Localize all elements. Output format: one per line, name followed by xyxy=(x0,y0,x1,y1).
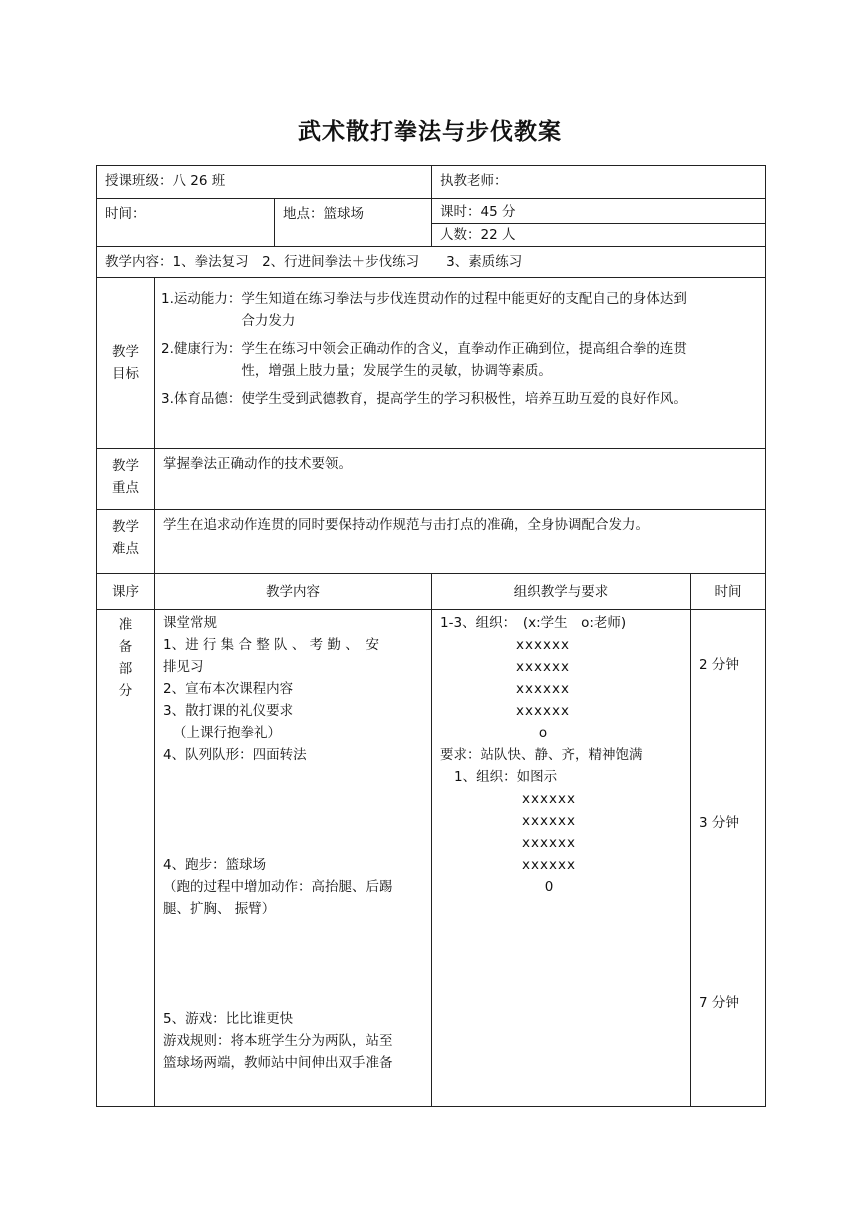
header-time: 时间 xyxy=(691,574,766,610)
difficulty-label: 教学 难点 xyxy=(97,510,155,574)
section-org: 1-3、组织： (x:学生 o:老师) xxxxxx xxxxxx xxxxxx xxxxxx o 要求：站队快、静、齐，精神饱满 1、组织：如图示 xxxxxx xxxxxx xxxxxx xxxxxx 0 xyxy=(432,610,691,1107)
content-cell: 教学内容：1、拳法复习 2、行进间拳法＋步伐练习 3、素质练习 xyxy=(97,247,766,278)
count-cell: 人数：22 人 xyxy=(432,224,766,247)
teacher-cell: 执教老师： xyxy=(432,166,766,199)
goal-item: 1.运动能力： 学生知道在练习拳法与步伐连贯动作的过程中能更好的支配自己的身体达到 合力发力 xyxy=(161,291,687,329)
header-seq: 课序 xyxy=(97,574,155,610)
class-cell: 授课班级：八 26 班 xyxy=(97,166,432,199)
formation-diagram-2: xxxxxx xxxxxx xxxxxx xxxxxx 0 xyxy=(522,791,576,895)
goals-label: 教学 目标 xyxy=(97,278,155,449)
formation-diagram-1: xxxxxx xxxxxx xxxxxx xxxxxx o xyxy=(516,637,570,741)
place-cell: 地点：篮球场 xyxy=(275,199,432,247)
section-label: 准 备 部 分 xyxy=(97,610,155,1107)
section-content: 课堂常规 1、进 行 集 合 整 队 、 考 勤 、 安 排见习 2、宣布本次课程内容 3、散打课的礼仪要求 （上课行抱拳礼） 4、队列队形：四面转法 4、跑步：篮球场 （跑的过程中增加动作：高抬腿、后踢 腿、扩胸、 振臂） 5、游戏：比比谁更快 游戏规则：将本班学生分为两队，站至 篮球场两端，教师站中间伸出双手准备 xyxy=(155,610,432,1107)
section-times: 2 分钟 3 分钟 7 分钟 xyxy=(691,610,766,1107)
time-cell: 时间： xyxy=(97,199,275,247)
duration-cell: 课时：45 分 xyxy=(432,199,766,224)
goals-cell xyxy=(155,278,766,449)
difficulty-text: 学生在追求动作连贯的同时要保持动作规范与击打点的准确，全身协调配合发力。 xyxy=(155,510,766,574)
key-text: 掌握拳法正确动作的技术要领。 xyxy=(155,449,766,510)
header-content: 教学内容 xyxy=(155,574,432,610)
key-label: 教学 重点 xyxy=(97,449,155,510)
lesson-plan-table xyxy=(96,165,766,1107)
goal-item: 3.体育品德： 使学生受到武德教育，提高学生的学习积极性，培养互助互爱的良好作风。 xyxy=(161,391,687,407)
goal-item: 2.健康行为： 学生在练习中领会正确动作的含义，直拳动作正确到位，提高组合拳的连贯 性，增强上肢力量；发展学生的灵敏，协调等素质。 xyxy=(161,341,687,379)
page-title: 武术散打拳法与步伐教案 xyxy=(298,119,562,145)
header-org: 组织教学与要求 xyxy=(432,574,691,610)
